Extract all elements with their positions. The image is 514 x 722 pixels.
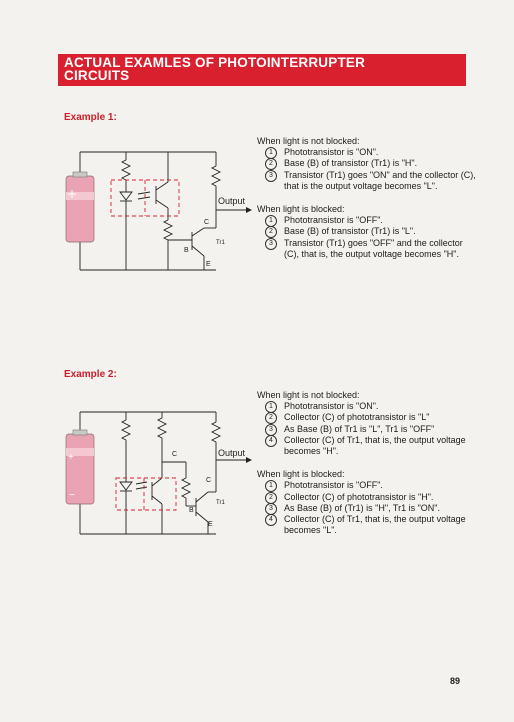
example2-label-c2: C [206,477,212,484]
example2-label-tr: Tr1 [216,500,225,506]
example1-label-tr: Tr1 [216,240,225,246]
example1-label-b: B [184,247,189,254]
list-item: 1 Phototransistor is "ON". [257,147,477,158]
example2-circuit-diagram [56,402,256,542]
example2-blocked-list [257,480,477,536]
battery-icon [66,172,94,242]
svg-text:−: − [69,490,75,501]
example1-blocked-list [257,215,477,260]
list-item: 3 As Base (B) of Tr1 is "L", Tr1 is "OFF" [257,424,477,435]
page-number: 89 [450,676,461,686]
list-item: 1 Phototransistor is "OFF". [257,480,477,491]
example2-title: Example 2: [64,369,117,380]
list-item: 2 Base (B) of transistor (Tr1) is "L". [257,226,477,237]
example2-not-blocked-heading: When light is not blocked: [257,390,360,400]
example1-not-blocked-heading: When light is not blocked: [257,136,360,146]
section-title-line2: CIRCUITS [64,68,130,83]
list-item: 4 Collector (C) of Tr1, that is, the output voltage becomes "L". [257,514,477,536]
list-item: 1 Phototransistor is "OFF". [257,215,477,226]
list-item: 3 Transistor (Tr1) goes "ON" and the collector (C), that is the output voltage becomes "L". [257,170,477,192]
example2-description [257,390,477,536]
example2-blocked-heading: When light is blocked: [257,469,345,480]
example1-label-e: E [206,261,211,268]
example1-blocked-heading: When light is blocked: [257,204,345,215]
list-item: 2 Base (B) of transistor (Tr1) is "H". [257,158,477,169]
list-item: 3 Transistor (Tr1) goes "OFF" and the collector (C), that is, the output voltage becomes "H". [257,238,477,260]
svg-text:+: + [68,452,74,463]
list-item: 2 Collector (C) of phototransistor is "L" [257,412,477,423]
example1-circuit-diagram [56,140,256,280]
example1-not-blocked-list [257,147,477,192]
example2-label-b: B [189,507,194,514]
section-title-line1: ACTUAL EXAMLES OF PHOTOINTERRUPTER [64,55,366,70]
example1-title: Example 1: [64,112,117,123]
example2-output-label: Output [218,448,246,458]
list-item: 1 Phototransistor is "ON". [257,401,477,412]
example2-label-e: E [208,521,213,528]
example1-description [257,136,477,260]
list-item: 2 Collector (C) of phototransistor is "H". [257,492,477,503]
section-title-banner [58,54,466,86]
example2-label-c1: C [172,451,178,458]
example2-not-blocked-list [257,401,477,457]
list-item: 3 As Base (B) of (Tr1) is "H", Tr1 is "ON". [257,503,477,514]
battery-icon [66,430,94,504]
example1-output-label: Output [218,196,246,206]
list-item: 4 Collector (C) of Tr1, that is, the output voltage becomes "H". [257,435,477,457]
example1-label-c: C [204,219,210,226]
